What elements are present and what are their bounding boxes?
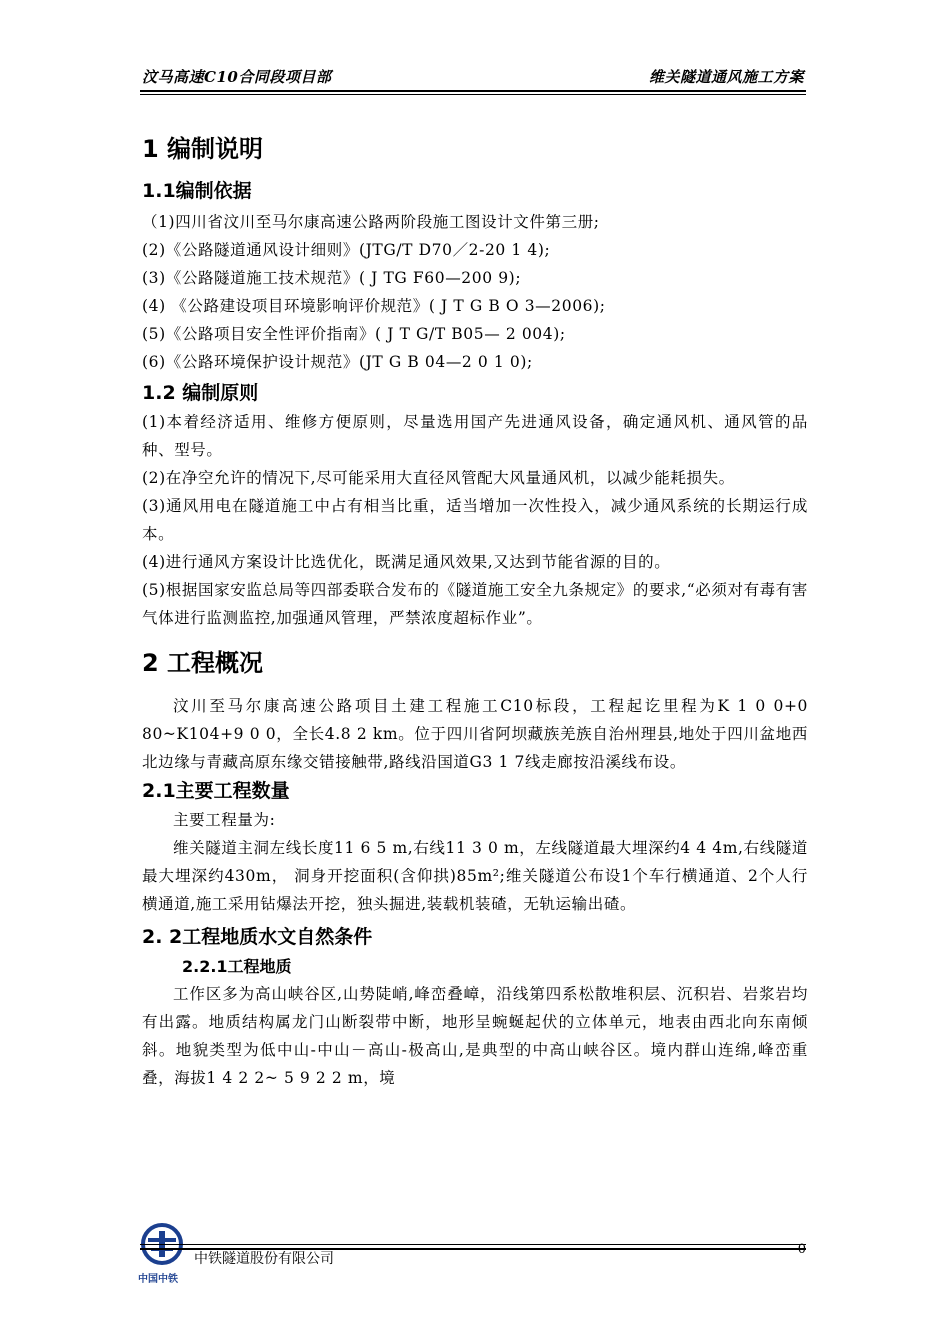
list-item: (2)《公路隧道通风设计细则》(JTG/T D70／2-20 1 4); [142, 241, 551, 259]
project-overview-paragraph: 汶川至马尔康高速公路项目土建工程施工C10标段，工程起讫里程为K 1 0 0+0 80~K104+9 0 0，全长4.8 2 km。位于四川省阿坝藏族羌族自治州理县,地处于四川盆地西北边缘与青藏高原东缘交错接触带,路线沿国道G3 1 7线走廊按沿溪线布设。 [142, 697, 808, 771]
list-item: (2)在净空允许的情况下,尽可能采用大直径风管配大风量通风机，以减少能耗损失。 [142, 469, 735, 487]
header-rule-thin [140, 94, 806, 95]
section-2-2-heading: 2. 2工程地质水文自然条件 [142, 926, 373, 948]
list-item: (5)根据国家安监总局等四部委联合发布的《隧道施工安全九条规定》的要求,“必须对有毒有害气体进行监测监控,加强通风管理，严禁浓度超标作业”。 [142, 581, 808, 627]
principles-list [142, 408, 808, 632]
quantities-paragraph: 维关隧道主洞左线长度11 6 5 m,右线11 3 0 m，左线隧道最大埋深约4 4 4m,右线隧道最大埋深约430m， 洞身开挖面积(含仰拱)85m²;维关隧道公布设1个车行横通道、2个人行横通道,施工采用钻爆法开挖，独头掘进,装载机装碴，无轨运输出碴。 [142, 839, 808, 913]
section-2-heading: 2 工程概况 [142, 649, 264, 677]
list-item: (6)《公路环境保护设计规范》(JT G B 04—2 0 1 0); [142, 353, 533, 371]
section-1-heading: 1 编制说明 [142, 135, 264, 163]
section-2-2-1-heading: 2.2.1工程地质 [182, 957, 292, 976]
header-project-name: 汶马高速C10合同段项目部 [142, 68, 332, 86]
crec-logo-icon [140, 1222, 184, 1268]
footer-rule [140, 1244, 806, 1245]
list-item: (5)《公路项目安全性评价指南》( J T G/T B05— 2 004); [142, 325, 566, 343]
page-header [140, 62, 806, 92]
list-item: (3)通风用电在隧道施工中占有相当比重，适当增加一次性投入，减少通风系统的长期运行成本。 [142, 497, 808, 543]
document-body [142, 128, 808, 1092]
logo-caption: 中国中铁 [138, 1274, 178, 1285]
section-1-2-heading: 1.2 编制原则 [142, 382, 259, 404]
list-item: (1)本着经济适用、维修方便原则，尽量选用国产先进通风设备，确定通风机、通风管的品种、型号。 [142, 413, 808, 459]
header-rule [140, 90, 806, 92]
quantities-intro: 主要工程量为: [173, 811, 276, 829]
section-2-1-heading: 2.1主要工程数量 [142, 780, 290, 802]
list-item: （1)四川省汶川至马尔康高速公路两阶段施工图设计文件第三册; [142, 213, 600, 231]
header-document-title: 维关隧道通风施工方案 [648, 68, 804, 86]
list-item: (4) 《公路建设项目环境影响评价规范》( J T G B O 3—2006); [142, 297, 606, 315]
section-1-1-heading: 1.1编制依据 [142, 180, 252, 202]
list-item: (3)《公路隧道施工技术规范》( J TG F60—200 9); [142, 269, 522, 287]
page-number: 0 [797, 1242, 806, 1257]
basis-list [142, 208, 808, 376]
company-logo [140, 1222, 184, 1292]
footer-company-name: 中铁隧道股份有限公司 [194, 1251, 334, 1267]
geology-paragraph: 工作区多为高山峡谷区,山势陡峭,峰峦叠嶂，沿线第四系松散堆积层、沉积岩、岩浆岩均有出露。地质结构属龙门山断裂带中断，地形呈蜿蜒起伏的立体单元，地表由西北向东南倾斜。地貌类型为低中山-中山－高山-极高山,是典型的中高山峡谷区。境内群山连绵,峰峦重叠，海拔1 4 2 2~ 5 9 2 2 m，境 [142, 985, 808, 1087]
page-footer [140, 1222, 806, 1302]
list-item: (4)进行通风方案设计比选优化，既满足通风效果,又达到节能省源的目的。 [142, 553, 671, 571]
